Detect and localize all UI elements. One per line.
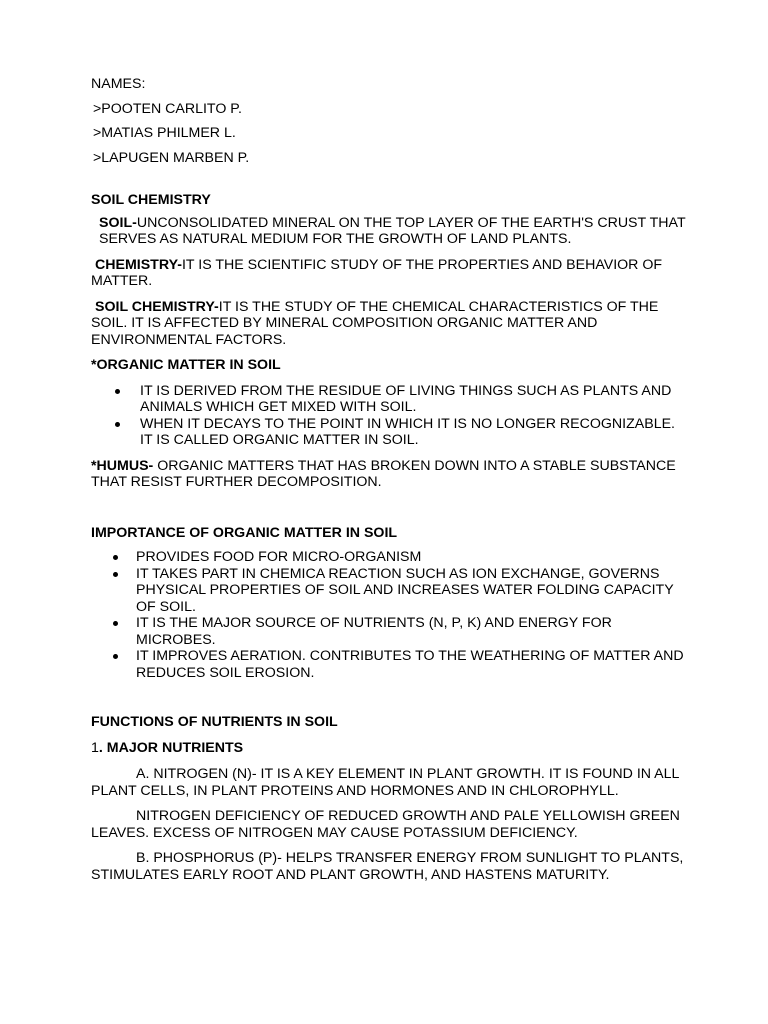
phosphorus-paragraph: B. PHOSPHORUS (P)- HELPS TRANSFER ENERGY FROM SUNLIGHT TO PLANTS, STIMULATES EARLY ROOT AND PLANT GROWTH, AND HASTENS MATURITY.: [91, 850, 684, 883]
document-page: [91, 76, 691, 883]
name-item: >LAPUGEN MARBEN P.: [93, 149, 250, 166]
names-label: NAMES:: [91, 76, 146, 92]
name-item: >POOTEN CARLITO P.: [93, 100, 242, 117]
list-item-text: PROVIDES FOOD FOR MICRO-ORGANISM: [136, 549, 422, 565]
list-item-text: IT IMPROVES AERATION. CONTRIBUTES TO THE WEATHERING OF MATTER AND REDUCES SOIL EROSION.: [136, 648, 684, 681]
list-item-text: WHEN IT DECAYS TO THE POINT IN WHICH IT IS NO LONGER RECOGNIZABLE. IT IS CALLED ORGANIC MATTER IN SOIL.: [140, 415, 676, 448]
humus-term: *HUMUS-: [91, 457, 154, 474]
importance-list: [91, 549, 691, 681]
humus-def-text: ORGANIC MATTERS THAT HAS BROKEN DOWN INTO A STABLE SUBSTANCE THAT RESIST FURTHER DECOMPOSITION.: [91, 457, 676, 490]
nitrogen-paragraph: A. NITROGEN (N)- IT IS A KEY ELEMENT IN PLANT GROWTH. IT IS FOUND IN ALL PLANT CELLS, IN PLANT PROTEINS AND HORMONES AND IN CHLOROPHYLL.: [91, 766, 679, 799]
chemistry-def-text: IT IS THE SCIENTIFIC STUDY OF THE PROPERTIES AND BEHAVIOR OF MATTER.: [91, 256, 663, 289]
list-item: [91, 416, 691, 449]
bullet-icon: [115, 422, 120, 427]
list-item-text: IT IS THE MAJOR SOURCE OF NUTRIENTS (N, P, K) AND ENERGY FOR MICROBES.: [136, 615, 612, 648]
soil-term: SOIL-: [99, 214, 137, 231]
organic-matter-heading: *ORGANIC MATTER IN SOIL: [91, 357, 281, 373]
list-item: [91, 383, 691, 416]
soil-chemistry-term: SOIL CHEMISTRY-: [95, 298, 219, 315]
bullet-icon: [113, 555, 118, 560]
name-item: >MATIAS PHILMER L.: [93, 125, 236, 141]
list-item: [91, 615, 691, 648]
bullet-icon: [113, 654, 118, 659]
organic-matter-list: [91, 383, 691, 449]
bullet-icon: [113, 621, 118, 626]
list-item: [91, 566, 691, 616]
chemistry-term: CHEMISTRY-: [95, 256, 182, 273]
nitrogen-deficiency-paragraph: NITROGEN DEFICIENCY OF REDUCED GROWTH AND PALE YELLOWISH GREEN LEAVES. EXCESS OF NITROGEN MAY CAUSE POTASSIUM DEFICIENCY.: [91, 808, 680, 841]
humus-definition: [91, 458, 691, 491]
list-item: [91, 549, 691, 566]
list-item: [91, 648, 691, 681]
major-nutrients-number: 1: [91, 739, 99, 756]
soil-chemistry-def-text: IT IS THE STUDY OF THE CHEMICAL CHARACTERISTICS OF THE SOIL. IT IS AFFECTED BY MINERAL COMPOSITION ORGANIC MATTER AND ENVIRONMENTAL FACTORS.: [91, 298, 659, 348]
list-item-text: IT TAKES PART IN CHEMICA REACTION SUCH AS ION EXCHANGE, GOVERNS PHYSICAL PROPERTIES OF SOIL AND INCREASES WATER FOLDING CAPACITY OF SOIL.: [136, 565, 674, 615]
soil-definition: [91, 215, 691, 248]
major-nutrients-heading: [91, 740, 691, 757]
importance-heading: IMPORTANCE OF ORGANIC MATTER IN SOIL: [91, 524, 398, 541]
soil-chemistry-heading: SOIL CHEMISTRY: [91, 192, 211, 208]
soil-def-text: UNCONSOLIDATED MINERAL ON THE TOP LAYER OF THE EARTH'S CRUST THAT SERVES AS NATURAL MEDIUM FOR THE GROWTH OF LAND PLANTS.: [99, 214, 686, 247]
list-item-text: IT IS DERIVED FROM THE RESIDUE OF LIVING THINGS SUCH AS PLANTS AND ANIMALS WHICH GET MIXED WITH SOIL.: [140, 382, 672, 415]
bullet-icon: [113, 572, 118, 577]
functions-heading: FUNCTIONS OF NUTRIENTS IN SOIL: [91, 714, 338, 730]
chemistry-definition: [91, 257, 691, 290]
bullet-icon: [115, 389, 120, 394]
major-nutrients-label: . MAJOR NUTRIENTS: [98, 739, 244, 756]
soil-chemistry-definition: [91, 299, 691, 349]
